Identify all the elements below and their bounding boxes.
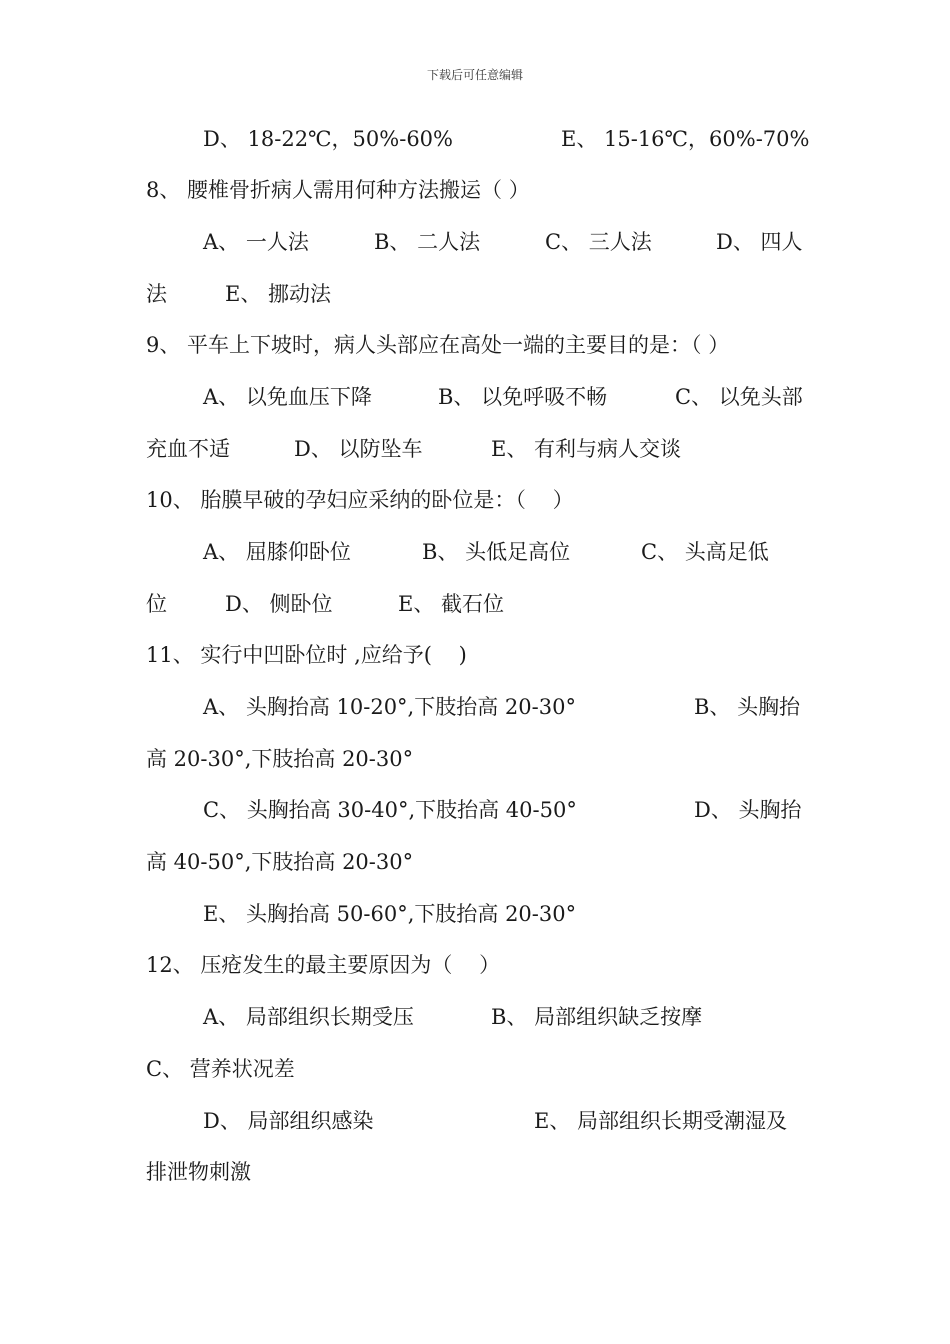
q8-option-a: A、 一人法: [203, 230, 309, 254]
page-header-note: 下载后可任意编辑: [426, 68, 523, 82]
question-12: 12、 压疮发生的最主要原因为（ ）: [146, 953, 501, 977]
option-e-line: E、 15-16℃，60%-70%: [561, 127, 810, 151]
q8-option-d-cont: 法: [146, 282, 167, 306]
q12-option-b: B、 局部组织缺乏按摩: [491, 1005, 703, 1029]
q9-option-a: A、 以免血压下降: [203, 385, 372, 409]
q9-option-d: D、 以防坠车: [294, 437, 423, 461]
q8-option-c: C、 三人法: [545, 230, 652, 254]
q12-option-e-cont: 排泄物刺激: [146, 1160, 251, 1184]
q11-option-c: C、 头胸抬高 30-40°,下肢抬高 40-50°: [203, 798, 577, 822]
q10-option-c-cont: 位: [146, 592, 167, 616]
q9-option-c: C、 以免头部: [675, 385, 803, 409]
q12-option-e: E、 局部组织长期受潮湿及: [534, 1109, 788, 1133]
q11-option-d-cont: 高 40-50°,下肢抬高 20-30°: [146, 850, 414, 874]
q9-option-b: B、 以免呼吸不畅: [438, 385, 608, 409]
q8-option-e: E、 挪动法: [225, 282, 332, 306]
q10-option-d: D、 侧卧位: [225, 592, 333, 616]
question-8: 8、 腰椎骨折病人需用何种方法搬运（ ）: [146, 178, 530, 202]
q11-option-b: B、 头胸抬: [694, 695, 801, 719]
q10-option-e: E、 截石位: [398, 592, 505, 616]
question-10: 10、 胎膜早破的孕妇应采纳的卧位是：（ ）: [146, 488, 574, 512]
option-d-line: D、 18-22℃，50%-60%: [203, 127, 453, 151]
question-11: 11、 实行中凹卧位时 ,应给予( ): [146, 643, 467, 667]
q9-option-c-cont: 充血不适: [146, 437, 230, 461]
q9-option-e: E、 有利与病人交谈: [491, 437, 682, 461]
question-9: 9、 平车上下坡时，病人头部应在高处一端的主要目的是：（ ）: [146, 333, 730, 357]
q11-option-d: D、 头胸抬: [694, 798, 802, 822]
q11-option-b-cont: 高 20-30°,下肢抬高 20-30°: [146, 747, 414, 771]
q12-option-c: C、 营养状况差: [146, 1057, 295, 1081]
q11-option-e: E、 头胸抬高 50-60°,下肢抬高 20-30°: [203, 902, 577, 926]
q8-option-b: B、 二人法: [374, 230, 481, 254]
q12-option-a: A、 局部组织长期受压: [203, 1005, 414, 1029]
q12-option-d: D、 局部组织感染: [203, 1109, 374, 1133]
q8-option-d: D、 四人: [716, 230, 803, 254]
q10-option-c: C、 头高足低: [641, 540, 769, 564]
q10-option-a: A、 屈膝仰卧位: [203, 540, 351, 564]
q11-option-a: A、 头胸抬高 10-20°,下肢抬高 20-30°: [203, 695, 576, 719]
q10-option-b: B、 头低足高位: [422, 540, 571, 564]
